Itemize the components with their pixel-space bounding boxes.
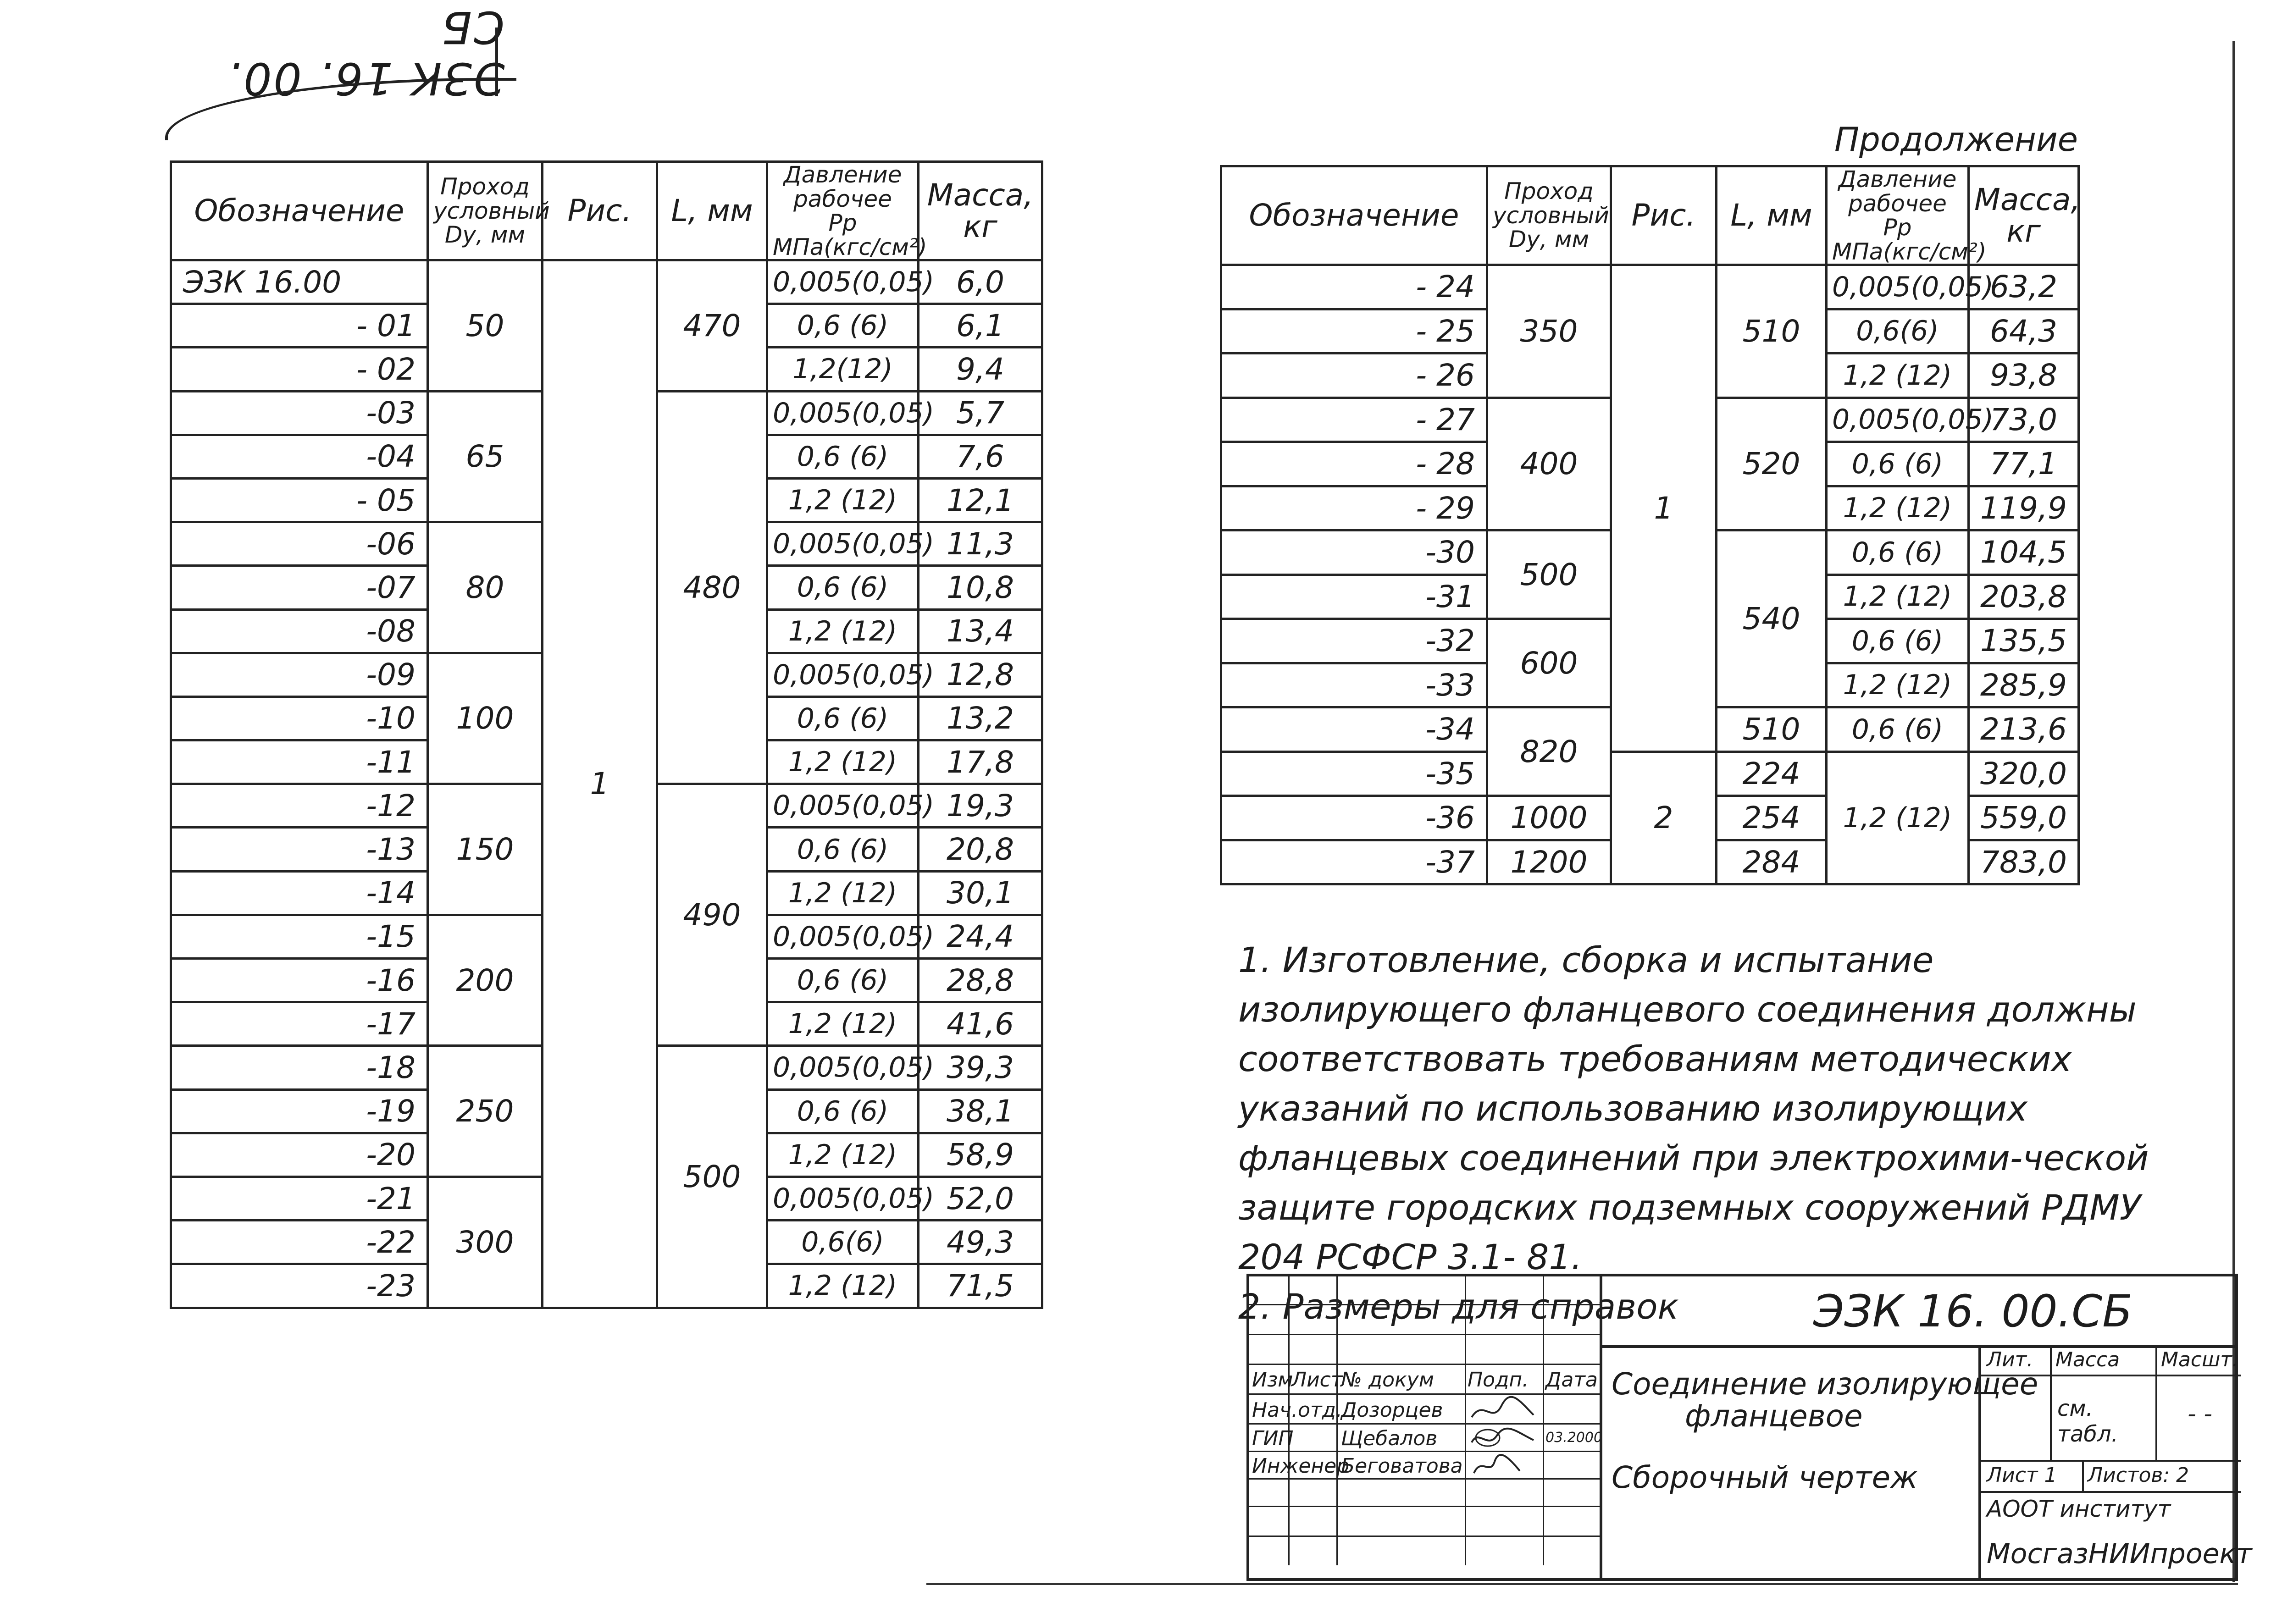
mass-cell: 77,1	[1969, 442, 2079, 486]
mass-cell: 135,5	[1969, 619, 2079, 663]
pressure-cell: 1,2 (12)	[767, 1264, 919, 1308]
pressure-cell: 1,2 (12)	[767, 1002, 919, 1046]
pressure-cell: 0,6 (6)	[1827, 707, 1969, 752]
pressure-cell: 0,005(0,05)	[1827, 398, 1969, 442]
designation-cell: -36	[1221, 796, 1487, 840]
pressure-cell: 1,2 (12)	[1827, 486, 1969, 530]
designation-cell: -30	[1221, 530, 1487, 575]
title-block-lit: Лит.	[1987, 1348, 2033, 1371]
title-block-name-line2: фланцевое	[1685, 1398, 1863, 1434]
header-mass-right-line2: кг	[2006, 214, 2041, 249]
header-pressure-right-line1: Давление	[1838, 166, 1957, 193]
header-fig: Рис.	[543, 162, 657, 260]
mass-cell: 5,7	[919, 391, 1042, 435]
passage-cell: 820	[1487, 707, 1611, 796]
stamp-header-date: Дата	[1545, 1368, 1598, 1392]
title-block-sheet: Лист 1	[1987, 1464, 2057, 1487]
mass-cell: 320,0	[1969, 751, 2079, 796]
pressure-cell: 1,2(12)	[767, 348, 919, 391]
header-mass-right-line1: Масса,	[1974, 182, 2081, 217]
length-cell: 510	[1717, 265, 1827, 398]
designation-cell: - 29	[1221, 486, 1487, 530]
designation-cell: -16	[171, 959, 428, 1002]
designation-cell: -18	[171, 1046, 428, 1089]
passage-cell: 200	[428, 915, 543, 1046]
header-passage-right-line3: Dу, мм	[1508, 226, 1590, 253]
title-block-name	[1612, 1368, 2038, 1432]
mass-cell: 783,0	[1969, 840, 2079, 884]
person-role-3: Инженер	[1252, 1454, 1350, 1478]
note-2: 2. Размеры для справок	[1238, 1286, 1679, 1327]
mass-cell: 13,2	[919, 696, 1042, 740]
passage-cell: 350	[1487, 265, 1611, 398]
note-1: 1. Изготовление, сборка и испытание изолирующего фланцевого соединения должны соответствовать требованиям методических указаний по использованию изолирующих фланцевых соединений при электрохими-ческой защите городских подземных сооружений РДМУ 204 РСФСР 3.1- 81.	[1238, 939, 2149, 1277]
pressure-cell: 0,6(6)	[1827, 309, 1969, 354]
header-passage-right-line2: условный	[1493, 202, 1609, 229]
length-cell: 480	[657, 391, 767, 784]
mass-cell: 12,8	[919, 653, 1042, 696]
designation-cell: - 25	[1221, 309, 1487, 354]
header-passage-right-line1: Проход	[1504, 178, 1594, 205]
designation-cell: - 28	[1221, 442, 1487, 486]
mass-cell: 38,1	[919, 1089, 1042, 1133]
mass-cell: 64,3	[1969, 309, 2079, 354]
header-mass-line2: кг	[963, 209, 997, 244]
header-pressure	[767, 161, 927, 260]
mass-cell: 6,1	[919, 304, 1042, 348]
mass-cell: 52,0	[919, 1177, 1042, 1220]
mass-cell: 71,5	[919, 1264, 1042, 1308]
length-cell: 490	[657, 784, 767, 1046]
mass-cell: 12,1	[919, 478, 1042, 522]
designation-cell: -15	[171, 915, 428, 958]
title-block	[1246, 1274, 2252, 1581]
header-length: L, мм	[657, 162, 767, 260]
header-length-right: L, мм	[1717, 166, 1827, 265]
mass-cell: 39,3	[919, 1046, 1042, 1089]
designation-cell: -07	[171, 566, 428, 609]
header-fig-right: Рис.	[1611, 166, 1717, 265]
pressure-cell: 0,6 (6)	[767, 828, 919, 871]
designation-cell: -17	[171, 1002, 428, 1046]
designation-cell: -09	[171, 653, 428, 696]
designation-cell: - 02	[171, 348, 428, 391]
designation-cell: -13	[171, 828, 428, 871]
passage-cell: 50	[428, 260, 543, 392]
passage-cell: 80	[428, 522, 543, 653]
spec-table-right	[1220, 165, 2080, 885]
passage-cell: 100	[428, 653, 543, 784]
mass-cell: 203,8	[1969, 574, 2079, 619]
person-role-2: ГИП	[1252, 1427, 1294, 1450]
mass-cell: 13,4	[919, 609, 1042, 653]
designation-cell: -08	[171, 609, 428, 653]
pressure-cell: 0,005(0,05)	[767, 1046, 919, 1089]
mass-cell: 73,0	[1969, 398, 2079, 442]
pressure-cell: 0,005(0,05)	[767, 653, 919, 696]
designation-cell: - 27	[1221, 398, 1487, 442]
designation-cell: -34	[1221, 707, 1487, 752]
passage-cell: 1200	[1487, 840, 1611, 884]
length-cell: 520	[1717, 398, 1827, 530]
person-date-2: 03.2000	[1545, 1430, 1603, 1446]
pressure-cell: 0,005(0,05)	[767, 784, 919, 828]
table-row	[1221, 751, 2079, 796]
designation-cell: - 24	[1221, 265, 1487, 309]
title-block-scale-label: Масшт.	[2161, 1348, 2238, 1371]
length-cell: 284	[1717, 840, 1827, 884]
length-cell: 540	[1717, 530, 1827, 707]
mass-cell: 119,9	[1969, 486, 2079, 530]
title-block-scale-value: - -	[2188, 1400, 2213, 1428]
header-pressure-line1: Давление	[783, 161, 902, 188]
length-cell: 470	[657, 260, 767, 392]
designation-cell: -23	[171, 1264, 428, 1308]
spec-table-right-body	[1221, 265, 2079, 884]
title-block-mass-label: Масса	[2055, 1348, 2120, 1371]
designation-cell: -14	[171, 871, 428, 915]
title-block-code: ЭЗК 16. 00.СБ	[1813, 1286, 2132, 1337]
header-mass-line1: Масса,	[927, 177, 1034, 213]
designation-cell: - 05	[171, 478, 428, 522]
pressure-cell: 0,6 (6)	[1827, 442, 1969, 486]
designation-cell: -35	[1221, 751, 1487, 796]
pressure-cell: 0,6 (6)	[767, 304, 919, 348]
mass-cell: 559,0	[1969, 796, 2079, 840]
designation-cell: -33	[1221, 663, 1487, 707]
table-row	[171, 260, 1042, 304]
header-pressure-line3: Pр	[828, 210, 857, 236]
designation-cell: -06	[171, 522, 428, 566]
pressure-cell: 1,2 (12)	[1827, 663, 1969, 707]
pressure-cell: 0,005(0,05)	[767, 522, 919, 566]
header-passage-line1: Проход	[440, 173, 530, 200]
mass-cell: 17,8	[919, 740, 1042, 784]
header-passage-line3: Dу, мм	[444, 221, 526, 249]
mass-cell: 104,5	[1969, 530, 2079, 575]
length-cell: 254	[1717, 796, 1827, 840]
length-cell: 510	[1717, 707, 1827, 752]
table-row	[1221, 265, 2079, 309]
corner-drawing-code: ЭЗК 16. 00. СБ	[226, 1, 504, 104]
pressure-cell: 0,6 (6)	[767, 696, 919, 740]
designation-cell: -21	[171, 1177, 428, 1220]
pressure-cell: 1,2 (12)	[767, 740, 919, 784]
designation-cell: -20	[171, 1133, 428, 1177]
pressure-cell: 1,2 (12)	[1827, 574, 1969, 619]
passage-cell: 250	[428, 1046, 543, 1177]
header-mass	[919, 162, 1042, 260]
mass-cell: 285,9	[1969, 663, 2079, 707]
designation-cell: -10	[171, 696, 428, 740]
stamp-header-doc: № докум	[1341, 1368, 1434, 1392]
designation-cell: -37	[1221, 840, 1487, 884]
pressure-cell: 0,6(6)	[767, 1221, 919, 1264]
pressure-cell: 0,6 (6)	[767, 959, 919, 1002]
mass-cell: 41,6	[919, 1002, 1042, 1046]
designation-cell: -11	[171, 740, 428, 784]
person-name-3: Беговатова	[1341, 1454, 1463, 1478]
fig-cell: 1	[543, 260, 657, 1308]
designation-cell: -31	[1221, 574, 1487, 619]
stamp-header-izm: Изм	[1252, 1368, 1293, 1392]
pressure-cell: 0,005(0,05)	[767, 915, 919, 958]
stamp-header-sign: Подп.	[1468, 1368, 1529, 1392]
person-name-1: Дозорцев	[1341, 1398, 1443, 1422]
title-block-left-divider	[1249, 1276, 1602, 1578]
header-passage	[428, 162, 550, 260]
frame-bottom-border	[926, 1583, 2238, 1585]
header-pressure-line4: МПа(кгс/см²)	[773, 233, 927, 260]
mass-cell: 6,0	[919, 260, 1042, 304]
mass-cell: 93,8	[1969, 354, 2079, 398]
mass-cell: 24,4	[919, 915, 1042, 958]
mass-cell: 10,8	[919, 566, 1042, 609]
pressure-cell: 1,2 (12)	[767, 478, 919, 522]
header-pressure-right-line3: Pр	[1883, 214, 1912, 241]
pressure-cell: 0,6 (6)	[1827, 530, 1969, 575]
notes	[1238, 935, 2210, 1331]
title-block-name-line1: Соединение изолирующее	[1612, 1366, 2038, 1402]
title-block-org-line2: МосгазНИИпроект	[1987, 1538, 2252, 1570]
designation-cell: -22	[171, 1221, 428, 1264]
designation-cell: -03	[171, 391, 428, 435]
pressure-cell: 1,2 (12)	[1827, 751, 1969, 884]
passage-cell: 500	[1487, 530, 1611, 619]
person-name-2: Щебалов	[1341, 1427, 1438, 1450]
mass-cell: 28,8	[919, 959, 1042, 1002]
mass-cell: 213,6	[1969, 707, 2079, 752]
passage-cell: 1000	[1487, 796, 1611, 840]
passage-cell: 300	[428, 1177, 543, 1308]
pressure-cell: 0,6 (6)	[767, 435, 919, 478]
pressure-cell: 0,005(0,05)	[767, 391, 919, 435]
pressure-cell: 0,005(0,05)	[767, 260, 919, 304]
mass-cell: 19,3	[919, 784, 1042, 828]
pressure-cell: 1,2 (12)	[767, 1133, 919, 1177]
length-cell: 224	[1717, 751, 1827, 796]
pressure-cell: 0,6 (6)	[1827, 619, 1969, 663]
pressure-cell: 0,6 (6)	[767, 1089, 919, 1133]
mass-cell: 20,8	[919, 828, 1042, 871]
spec-table-left	[170, 160, 1043, 1309]
title-block-sheets: Листов: 2	[2088, 1464, 2189, 1487]
continuation-label: Продолжение	[1834, 120, 2078, 159]
mass-cell: 63,2	[1969, 265, 2079, 309]
spec-table-left-body	[171, 260, 1042, 1308]
mass-cell: 7,6	[919, 435, 1042, 478]
header-pressure-right	[1827, 166, 1987, 265]
header-designation-right: Обозначение	[1221, 166, 1487, 265]
designation-cell: -12	[171, 784, 428, 828]
mass-cell: 11,3	[919, 522, 1042, 566]
passage-cell: 65	[428, 391, 543, 522]
mass-cell: 49,3	[919, 1221, 1042, 1264]
passage-cell: 400	[1487, 398, 1611, 530]
passage-cell: 150	[428, 784, 543, 915]
length-cell: 500	[657, 1046, 767, 1308]
pressure-cell: 0,005(0,05)	[1827, 265, 1969, 309]
pressure-cell: 1,2 (12)	[767, 871, 919, 915]
header-passage-right	[1487, 166, 1611, 265]
mass-cell: 58,9	[919, 1133, 1042, 1177]
designation-cell: -04	[171, 435, 428, 478]
fig-cell: 2	[1611, 751, 1717, 884]
header-pressure-line2: рабочее	[793, 185, 892, 212]
pressure-cell: 1,2 (12)	[767, 609, 919, 653]
designation-cell: ЭЗК 16.00	[171, 260, 428, 304]
person-role-1: Нач.отд.	[1252, 1398, 1342, 1422]
fig-cell: 1	[1611, 265, 1717, 752]
mass-cell: 9,4	[919, 348, 1042, 391]
pressure-cell: 0,005(0,05)	[767, 1177, 919, 1220]
designation-cell: - 01	[171, 304, 428, 348]
title-block-org-line1: АООТ институт	[1987, 1496, 2171, 1522]
designation-cell: -19	[171, 1089, 428, 1133]
stamp-header-list: Лист	[1291, 1368, 1343, 1392]
header-passage-line2: условный	[433, 197, 550, 224]
title-block-right-box	[1978, 1345, 2252, 1581]
passage-cell: 600	[1487, 619, 1611, 707]
designation-cell: -32	[1221, 619, 1487, 663]
pressure-cell: 1,2 (12)	[1827, 354, 1969, 398]
header-pressure-right-line2: рабочее	[1848, 190, 1947, 217]
designation-cell: - 26	[1221, 354, 1487, 398]
header-designation: Обозначение	[171, 162, 428, 260]
title-block-doc-type: Сборочный чертеж	[1612, 1460, 1918, 1495]
header-pressure-right-line4: МПа(кгс/см²)	[1832, 238, 1987, 265]
pressure-cell: 0,6 (6)	[767, 566, 919, 609]
mass-cell: 30,1	[919, 871, 1042, 915]
title-block-mass-value: см. табл.	[2057, 1396, 2118, 1447]
